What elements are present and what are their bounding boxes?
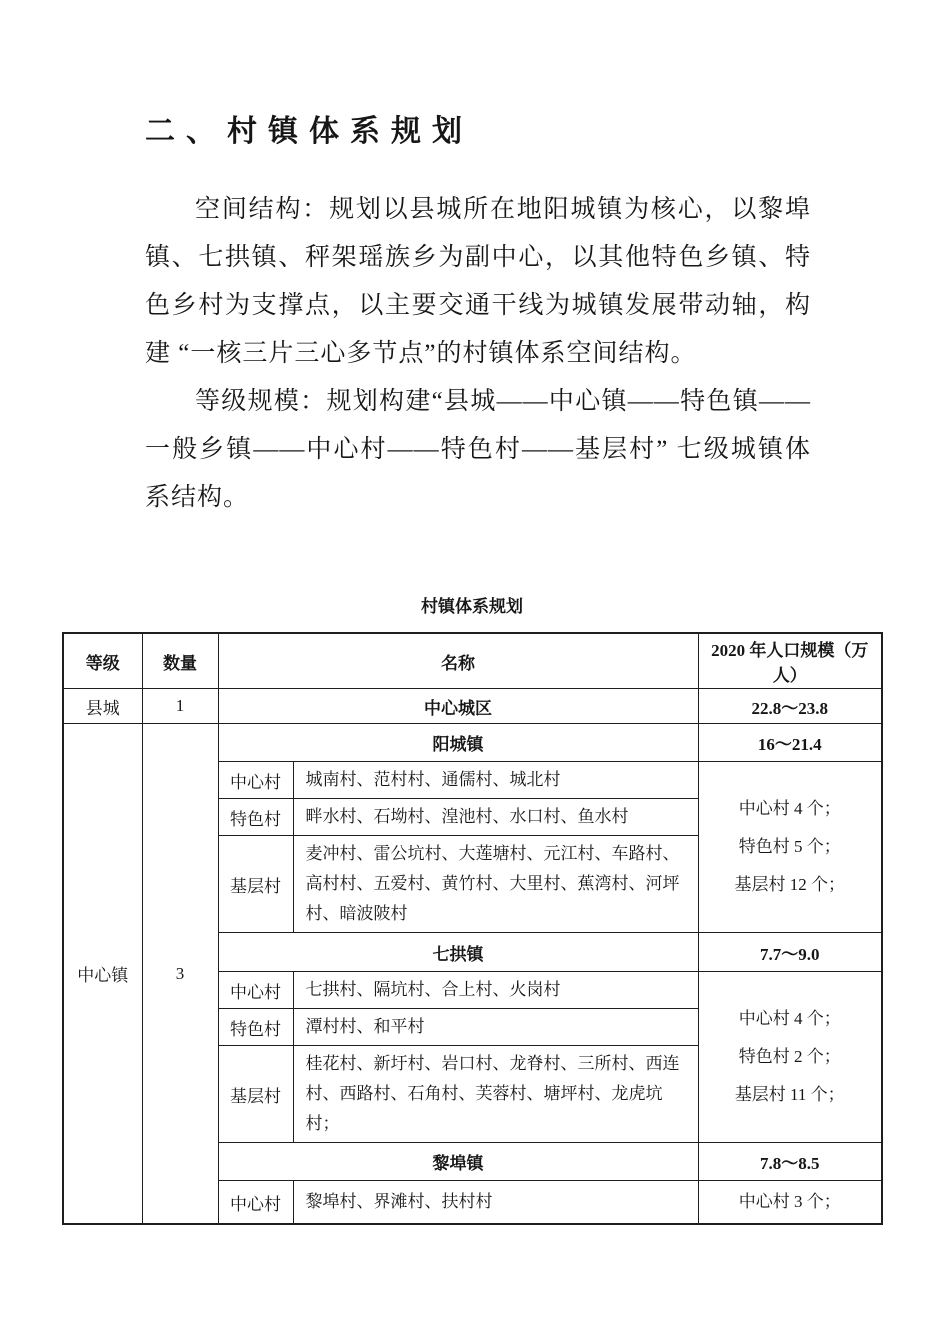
libu-summary	[698, 1181, 882, 1225]
table-caption: 村镇体系规划	[421, 597, 523, 616]
county-row	[63, 689, 882, 724]
village-system-table	[62, 632, 883, 1225]
table-header-row	[63, 633, 882, 689]
yangcheng-basic-type: 基层村	[218, 836, 293, 933]
yangcheng-summary-line: 基层村 12 个；	[734, 875, 845, 894]
county-level: 县城	[63, 689, 142, 724]
paragraph-grade-scale: 等级规模：规划构建“县城——中心镇——特色镇——一般乡镇——中心村——特色村——基层村” 七级城镇体系结构。	[145, 388, 811, 511]
yangcheng-central-villages: 城南村、范村村、通儒村、城北村	[293, 762, 698, 799]
town-libu-name: 黎埠镇	[218, 1143, 698, 1181]
yangcheng-special-villages: 畔水村、石坳村、湟池村、水口村、鱼水村	[293, 799, 698, 836]
yangcheng-basic-villages: 麦冲村、雷公坑村、大莲塘村、元江村、车路村、高村村、五爱村、黄竹村、大里村、蕉湾村、河坪村、暗波陂村	[293, 836, 698, 933]
central-towns-count: 3	[142, 724, 218, 1225]
yangcheng-central-type: 中心村	[218, 762, 293, 799]
town-yangcheng-name: 阳城镇	[218, 724, 698, 762]
header-count: 数量	[142, 633, 218, 689]
section-heading: 二、村镇体系规划	[145, 115, 473, 148]
qigong-central-villages: 七拱村、隔坑村、合上村、火岗村	[293, 972, 698, 1009]
qigong-summary-line: 特色村 2 个；	[738, 1047, 841, 1066]
qigong-central-type: 中心村	[218, 972, 293, 1009]
town-yangcheng-population: 16～21.4	[698, 724, 882, 762]
yangcheng-summary-line: 特色村 5 个；	[738, 837, 841, 856]
county-population: 22.8～23.8	[698, 689, 882, 724]
town-libu-population: 7.8～8.5	[698, 1143, 882, 1181]
qigong-special-villages: 潭村村、和平村	[293, 1009, 698, 1046]
central-towns-level: 中心镇	[63, 724, 142, 1225]
town-qigong-name: 七拱镇	[218, 933, 698, 972]
paragraph-spatial-structure: 空间结构：规划以县城所在地阳城镇为核心，以黎埠镇、七拱镇、秤架瑶族乡为副中心，以其他特色乡镇、特色乡村为支撑点，以主要交通干线为城镇发展带动轴，构建 “一核三片三心多节点”的村镇体系空间结构。	[145, 196, 811, 367]
town-qigong-population: 7.7～9.0	[698, 933, 882, 972]
qigong-special-type: 特色村	[218, 1009, 293, 1046]
libu-central-type: 中心村	[218, 1181, 293, 1225]
yangcheng-summary-line: 中心村 4 个；	[738, 799, 841, 818]
qigong-summary-line: 中心村 4 个；	[738, 1009, 841, 1028]
header-population: 2020 年人口规模（万人）	[698, 633, 882, 689]
county-count: 1	[142, 689, 218, 724]
header-level: 等级	[63, 633, 142, 689]
yangcheng-summary	[698, 762, 882, 933]
qigong-summary	[698, 972, 882, 1143]
qigong-basic-type: 基层村	[218, 1046, 293, 1143]
yangcheng-special-type: 特色村	[218, 799, 293, 836]
county-name: 中心城区	[218, 689, 698, 724]
libu-central-villages: 黎埠村、界滩村、扶村村	[293, 1181, 698, 1225]
town-yangcheng-row	[63, 724, 882, 762]
qigong-summary-line: 基层村 11 个；	[734, 1085, 845, 1104]
qigong-basic-villages: 桂花村、新圩村、岩口村、龙脊村、三所村、西连村、西路村、石角村、芙蓉村、塘坪村、龙虎坑村；	[293, 1046, 698, 1143]
libu-summary-line: 中心村 3 个；	[738, 1192, 841, 1211]
header-name: 名称	[218, 633, 698, 689]
